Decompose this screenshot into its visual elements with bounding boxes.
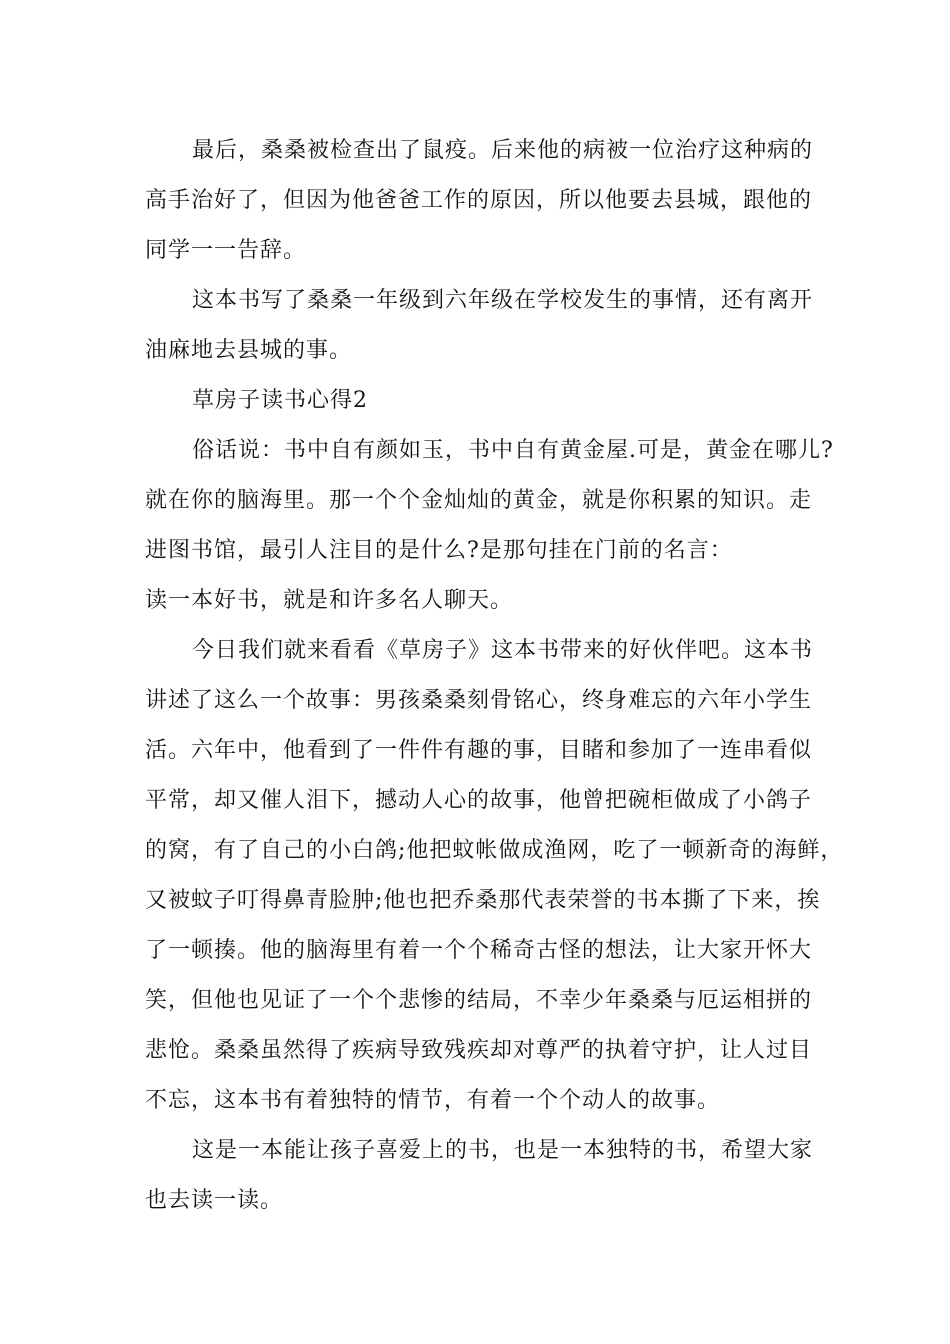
paragraph-line: 高手治好了，但因为他爸爸工作的原因，所以他要去县城，跟他的 (145, 188, 813, 213)
paragraph-line: 就在你的脑海里。那一个个金灿灿的黄金，就是你积累的知识。走 (145, 488, 813, 513)
paragraph-line: 今日我们就来看看《草房子》这本书带来的好伙伴吧。这本书 (192, 638, 814, 663)
section-heading: 草房子读书心得2 (192, 388, 368, 413)
paragraph-line: 进图书馆，最引人注目的是什么?是那句挂在门前的名言： (145, 538, 733, 563)
paragraph-line: 也去读一读。 (145, 1188, 284, 1213)
paragraph-line: 同学一一告辞。 (145, 238, 307, 263)
paragraph-line: 平常，却又催人泪下，撼动人心的故事，他曾把碗柜做成了小鸽子 (145, 788, 813, 813)
paragraph-line: 讲述了这么一个故事：男孩桑桑刻骨铭心，终身难忘的六年小学生 (145, 688, 813, 713)
paragraph-line: 不忘，这本书有着独特的情节，有着一个个动人的故事。 (145, 1088, 721, 1113)
paragraph-line: 读一本好书，就是和许多名人聊天。 (145, 588, 514, 613)
paragraph-line: 又被蚊子叮得鼻青脸肿;他也把乔桑那代表荣誉的书本撕了下来，挨 (145, 888, 821, 913)
paragraph-line: 悲怆。桑桑虽然得了疾病导致残疾却对尊严的执着守护，让人过目 (145, 1038, 813, 1063)
paragraph-line: 这是一本能让孩子喜爱上的书，也是一本独特的书，希望大家 (192, 1138, 814, 1163)
paragraph-line: 俗话说：书中自有颜如玉，书中自有黄金屋.可是，黄金在哪儿? (192, 438, 834, 463)
paragraph-line: 油麻地去县城的事。 (145, 338, 353, 363)
paragraph-line: 笑，但他也见证了一个个悲惨的结局，不幸少年桑桑与厄运相拼的 (145, 988, 813, 1013)
paragraph-line: 活。六年中，他看到了一件件有趣的事，目睹和参加了一连串看似 (145, 738, 813, 763)
paragraph-line: 最后，桑桑被检查出了鼠疫。后来他的病被一位治疗这种病的 (192, 138, 814, 163)
paragraph-line: 这本书写了桑桑一年级到六年级在学校发生的事情，还有离开 (192, 288, 814, 313)
paragraph-line: 了一顿揍。他的脑海里有着一个个稀奇古怪的想法，让大家开怀大 (145, 938, 813, 963)
paragraph-line: 的窝，有了自己的小白鸽;他把蚊帐做成渔网，吃了一顿新奇的海鲜， (145, 838, 844, 863)
